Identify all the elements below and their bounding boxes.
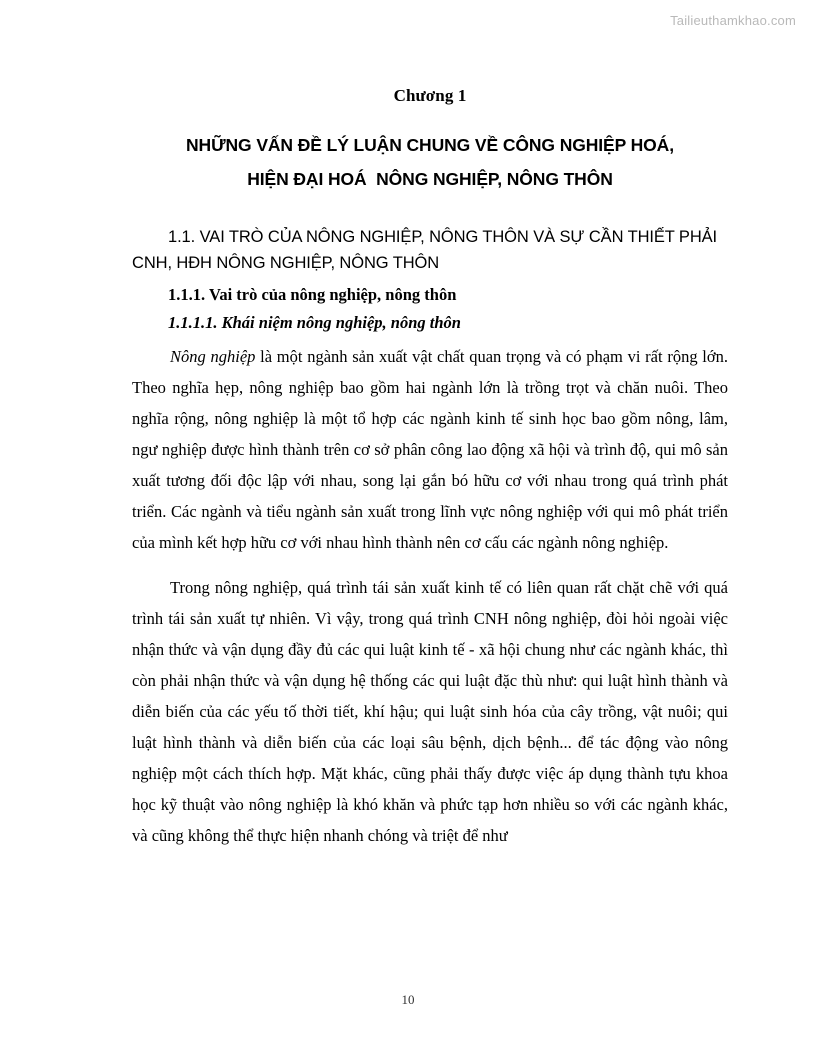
section-heading-1-1: 1.1. VAI TRÒ CỦA NÔNG NGHIỆP, NÔNG THÔN VÀ SỰ CẦN THIẾT PHẢI CNH, HĐH NÔNG NGHIỆP, NÔNG THÔN (132, 228, 718, 272)
section-heading-1-1-1: 1.1.1. Vai trò của nông nghiệp, nông thôn (168, 285, 457, 304)
main-heading-line-1: NHỮNG VẤN ĐỀ LÝ LUẬN CHUNG VỀ CÔNG NGHIỆP HOÁ, (186, 135, 674, 155)
page-content (132, 86, 728, 851)
paragraph-1-italic-lead: Nông nghiệp (170, 347, 256, 366)
page-number: 10 (401, 992, 415, 1007)
body-paragraph-2: Trong nông nghiệp, quá trình tái sản xuất kinh tế có liên quan rất chặt chẽ với quá trình tái sản xuất tự nhiên. Vì vậy, trong quá trình CNH nông nghiệp, đòi hỏi ngoài việc nhận thức và vận dụng đầy đủ các qui luật kinh tế - xã hội chung như các ngành khác, thì còn phải nhận thức và vận dụng hệ thống các qui luật đặc thù như: qui luật hình thành và diễn biến của các yếu tố thời tiết, khí hậu; qui luật sinh hóa của cây trồng, vật nuôi; qui luật hình thành và diễn biến của các loại sâu bệnh, dịch bệnh... để tác động vào nông nghiệp một cách thích hợp. Mặt khác, cũng phải thấy được việc áp dụng thành tựu khoa học kỹ thuật vào nông nghiệp là khó khăn và phức tạp hơn nhiều so với các ngành khác, và cũng không thể thực hiện nhanh chóng và triệt để như (132, 578, 728, 845)
section-heading-1-1-1-1: 1.1.1.1. Khái niệm nông nghiệp, nông thôn (168, 313, 461, 332)
paragraph-1-body: là một ngành sản xuất vật chất quan trọng và có phạm vi rất rộng lớn. Theo nghĩa hẹp, nông nghiệp bao gồm hai ngành lớn là trồng trọt và chăn nuôi. Theo nghĩa rộng, nông nghiệp là một tổ hợp các ngành kinh tế sinh học bao gồm nông, lâm, ngư nghiệp được hình thành trên cơ sở phân công lao động xã hội và trình độ, qui mô sản xuất tương đối độc lập với nhau, song lại gắn bó hữu cơ với nhau trong quá trình phát triển. Các ngành và tiểu ngành sản xuất trong lĩnh vực nông nghiệp với qui mô phát triển của mình kết hợp hữu cơ với nhau hình thành nên cơ cấu các ngành nông nghiệp. (132, 347, 728, 552)
watermark-text: Tailieuthamkhao.com (670, 13, 796, 28)
main-heading-line-2: HIỆN ĐẠI HOÁ NÔNG NGHIỆP, NÔNG THÔN (247, 169, 613, 189)
body-paragraph-1 (132, 341, 728, 558)
chapter-title: Chương 1 (393, 86, 467, 105)
